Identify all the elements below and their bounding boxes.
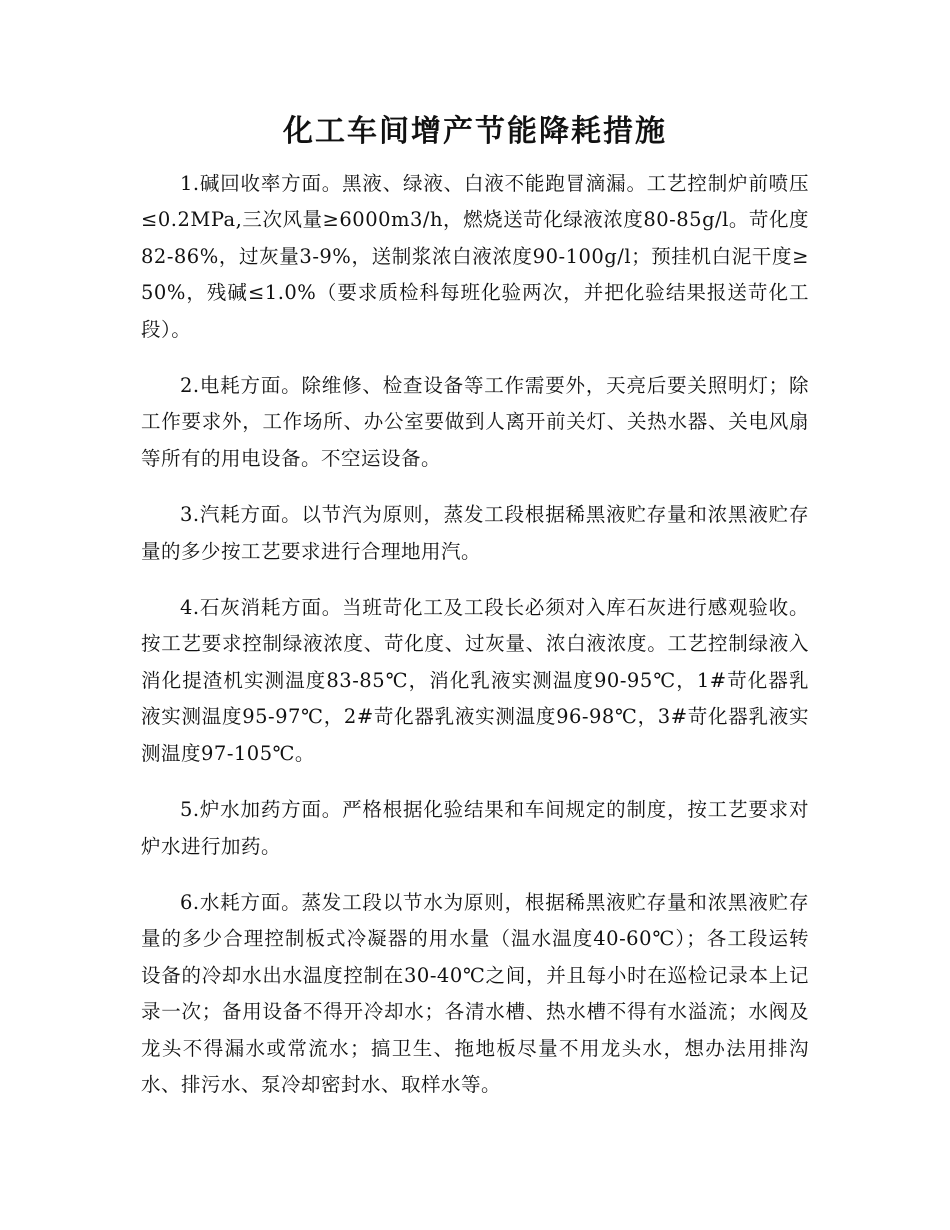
paragraph-electricity: 2.电耗方面。除维修、检查设备等工作需要外，天亮后要关照明灯；除工作要求外，工作场所、办公室要做到人离开前关灯、关热水器、关电风扇等所有的用电设备。不空运设备。 [141,374,809,470]
document-body [141,166,809,1123]
document-title: 化工车间增产节能降耗措施 [283,114,667,149]
paragraph-steam: 3.汽耗方面。以节汽为原则，蒸发工段根据稀黑液贮存量和浓黑液贮存量的多少按工艺要求进行合理地用汽。 [141,503,809,563]
paragraph-alkali-recovery: 1.碱回收率方面。黑液、绿液、白液不能跑冒滴漏。工艺控制炉前喷压≤0.2MPa,三次风量≥6000m3/h，燃烧送苛化绿液浓度80-85g/l。苛化度82-86%，过灰量3-9%，送制浆浓白液浓度90-100g/l；预挂机白泥干度≥50%，残碱≤1.0%（要求质检科每班化验两次，并把化验结果报送苛化工段）。 [141,172,809,341]
paragraph-water: 6.水耗方面。蒸发工段以节水为原则，根据稀黑液贮存量和浓黑液贮存量的多少合理控制板式冷凝器的用水量（温水温度40-60℃）；各工段运转设备的冷却水出水温度控制在30-40℃之间，并且每小时在巡检记录本上记录一次；备用设备不得开冷却水；各清水槽、热水槽不得有水溢流；水阀及龙头不得漏水或常流水；搞卫生、拖地板尽量不用龙头水，想办法用排沟水、排污水、泵冷却密封水、取样水等。 [141,890,809,1096]
paragraph-boiler-water: 5.炉水加药方面。严格根据化验结果和车间规定的制度，按工艺要求对炉水进行加药。 [141,798,809,858]
paragraph-lime: 4.石灰消耗方面。当班苛化工及工段长必须对入库石灰进行感观验收。按工艺要求控制绿液浓度、苛化度、过灰量、浓白液浓度。工艺控制绿液入消化提渣机实测温度83-85℃，消化乳液实测温度90-95℃，1#苛化器乳液实测温度95-97℃，2#苛化器乳液实测温度96-98℃，3#苛化器乳液实测温度97-105℃。 [141,596,809,765]
